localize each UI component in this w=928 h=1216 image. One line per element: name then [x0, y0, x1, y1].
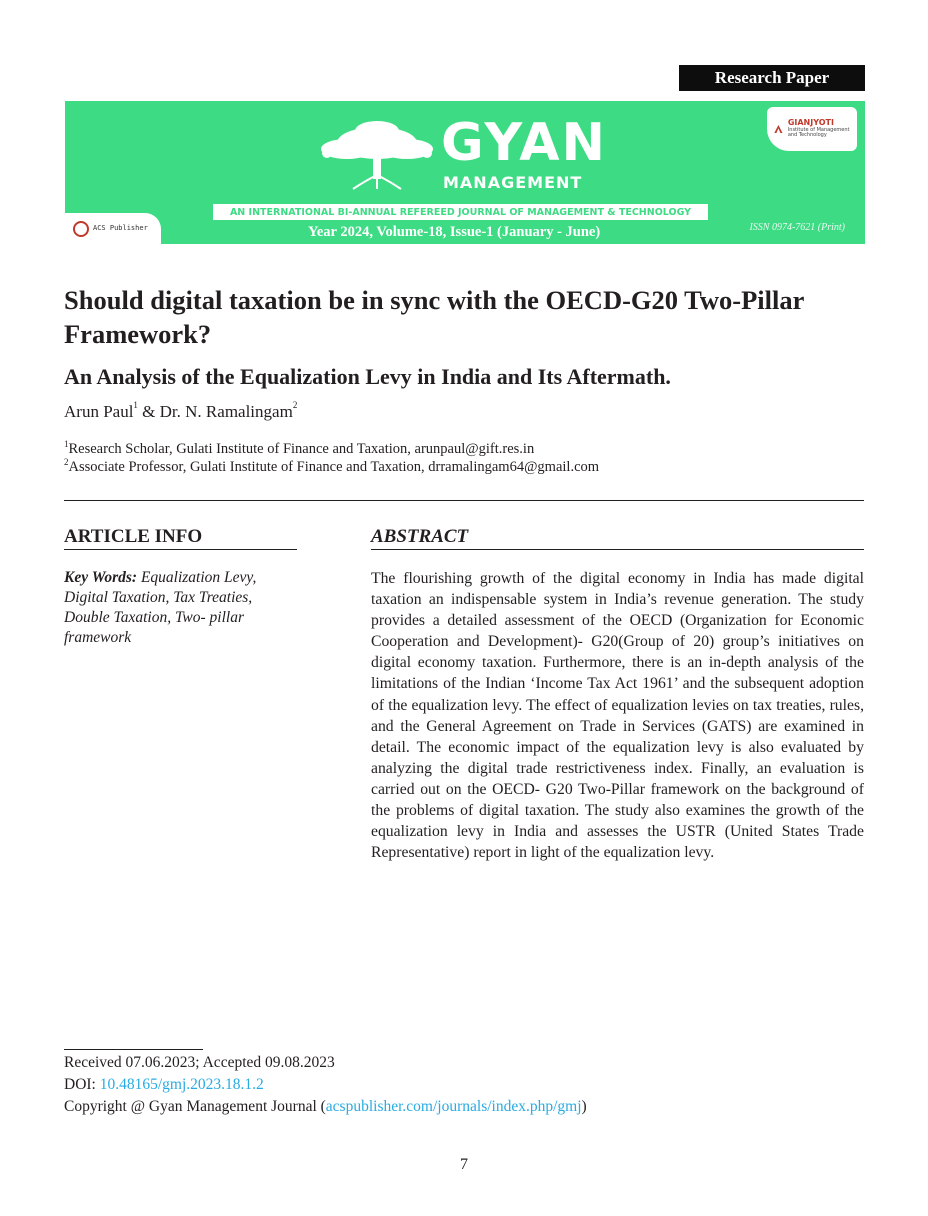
author-affiliation-mark: 1 [133, 400, 138, 410]
keywords-label: Key Words: [64, 569, 138, 586]
publisher-seal-icon [73, 221, 89, 237]
footnote-divider [64, 1049, 203, 1050]
issn-number: ISSN 0974-7621 (Print) [749, 222, 845, 233]
journal-tagline: AN INTERNATIONAL BI-ANNUAL REFEREED JOURNAL OF MANAGEMENT & TECHNOLOGY [213, 204, 708, 220]
keywords-list: Equalization Levy, Digital Taxation, Tax Treaties, Double Taxation, Two- pillar framework [64, 569, 257, 646]
copyright-prefix: Copyright @ Gyan Management Journal ( [64, 1098, 326, 1115]
copyright-suffix: ) [581, 1098, 587, 1115]
issue-info: Year 2024, Volume-18, Issue-1 (January - June) [308, 224, 601, 240]
page-number: 7 [460, 1156, 468, 1173]
publisher-logo-text: ACS Publisher [93, 223, 148, 232]
journal-website-link[interactable]: acspublisher.com/journals/index.php/gmj [325, 1098, 582, 1115]
affiliation-mark: 2 [64, 457, 69, 467]
institute-logo [767, 107, 857, 151]
doi-link[interactable]: 10.48165/gmj.2023.18.1.2 [99, 1076, 264, 1093]
affiliation-mark: 1 [64, 439, 69, 449]
doi-label: DOI: [64, 1076, 100, 1093]
author-name: Arun Paul [64, 402, 134, 421]
journal-banner [65, 101, 865, 244]
journal-wordmark: GYAN [441, 113, 607, 173]
author-separator: & [137, 402, 160, 421]
article-info-heading: ARTICLE INFO [64, 526, 297, 550]
abstract-heading: ABSTRACT [371, 526, 864, 550]
affiliation-1 [64, 441, 534, 458]
journal-wordmark-sub: MANAGEMENT [443, 173, 583, 192]
received-accepted-dates: Received 07.06.2023; Accepted 09.08.2023 [64, 1054, 335, 1071]
affiliation-2 [64, 459, 599, 476]
abstract-text: The flourishing growth of the digital economy in India has made digital taxation an indispensable system in India’s revenue generation. The study provides a detailed assessment of the OECD (Organization for Economic Cooperation and Development)- G20(Group of 20) group’s initiatives on digital economy taxation. Furthermore, there is an in-depth analysis of the limitations of the Indian ‘Income Tax Act 1961’ and the subsequent adoption of the equalization levy. The effect of equalization levies on tax treaties, rules, and the General Agreement on Trade in Services (GATS) are examined in detail. The economic impact of the equalization levy is also evaluated by analyzing the digital trade restrictiveness index. Finally, an evaluation is carried out on the OECD- G20 Two-Pillar framework on the background of the problems of digital taxation. The study also examines the growth of the equalization levy in India and assesses the USTR (United States Trade Representative) report in light of the equalization levy. [371, 570, 864, 862]
section-divider [64, 500, 864, 501]
publisher-logo [65, 213, 161, 244]
institute-emblem-icon [773, 121, 784, 137]
affiliation-text: Associate Professor, Gulati Institute of Finance and Taxation, drramalingam64@gmail.com [68, 459, 600, 475]
institute-logo-name [788, 119, 857, 139]
author-affiliation-mark: 2 [292, 400, 298, 410]
article-title: Should digital taxation be in sync with the OECD-G20 Two-Pillar Framework? [64, 285, 804, 349]
doi-line [64, 1076, 264, 1094]
author-line [64, 402, 297, 422]
article-type-label: Research Paper [679, 65, 865, 91]
keywords [64, 568, 294, 648]
copyright-line [64, 1098, 587, 1116]
affiliation-text: Research Scholar, Gulati Institute of Finance and Taxation, arunpaul@gift.res.in [68, 441, 535, 457]
tree-logo-icon [313, 119, 441, 191]
author-name: Dr. N. Ramalingam [159, 402, 293, 421]
article-subtitle: An Analysis of the Equalization Levy in India and Its Aftermath. [64, 364, 671, 389]
institute-logo-title: GIANJYOTI [787, 118, 834, 128]
institute-logo-subtitle: Institute of Management and Technology [787, 126, 850, 139]
